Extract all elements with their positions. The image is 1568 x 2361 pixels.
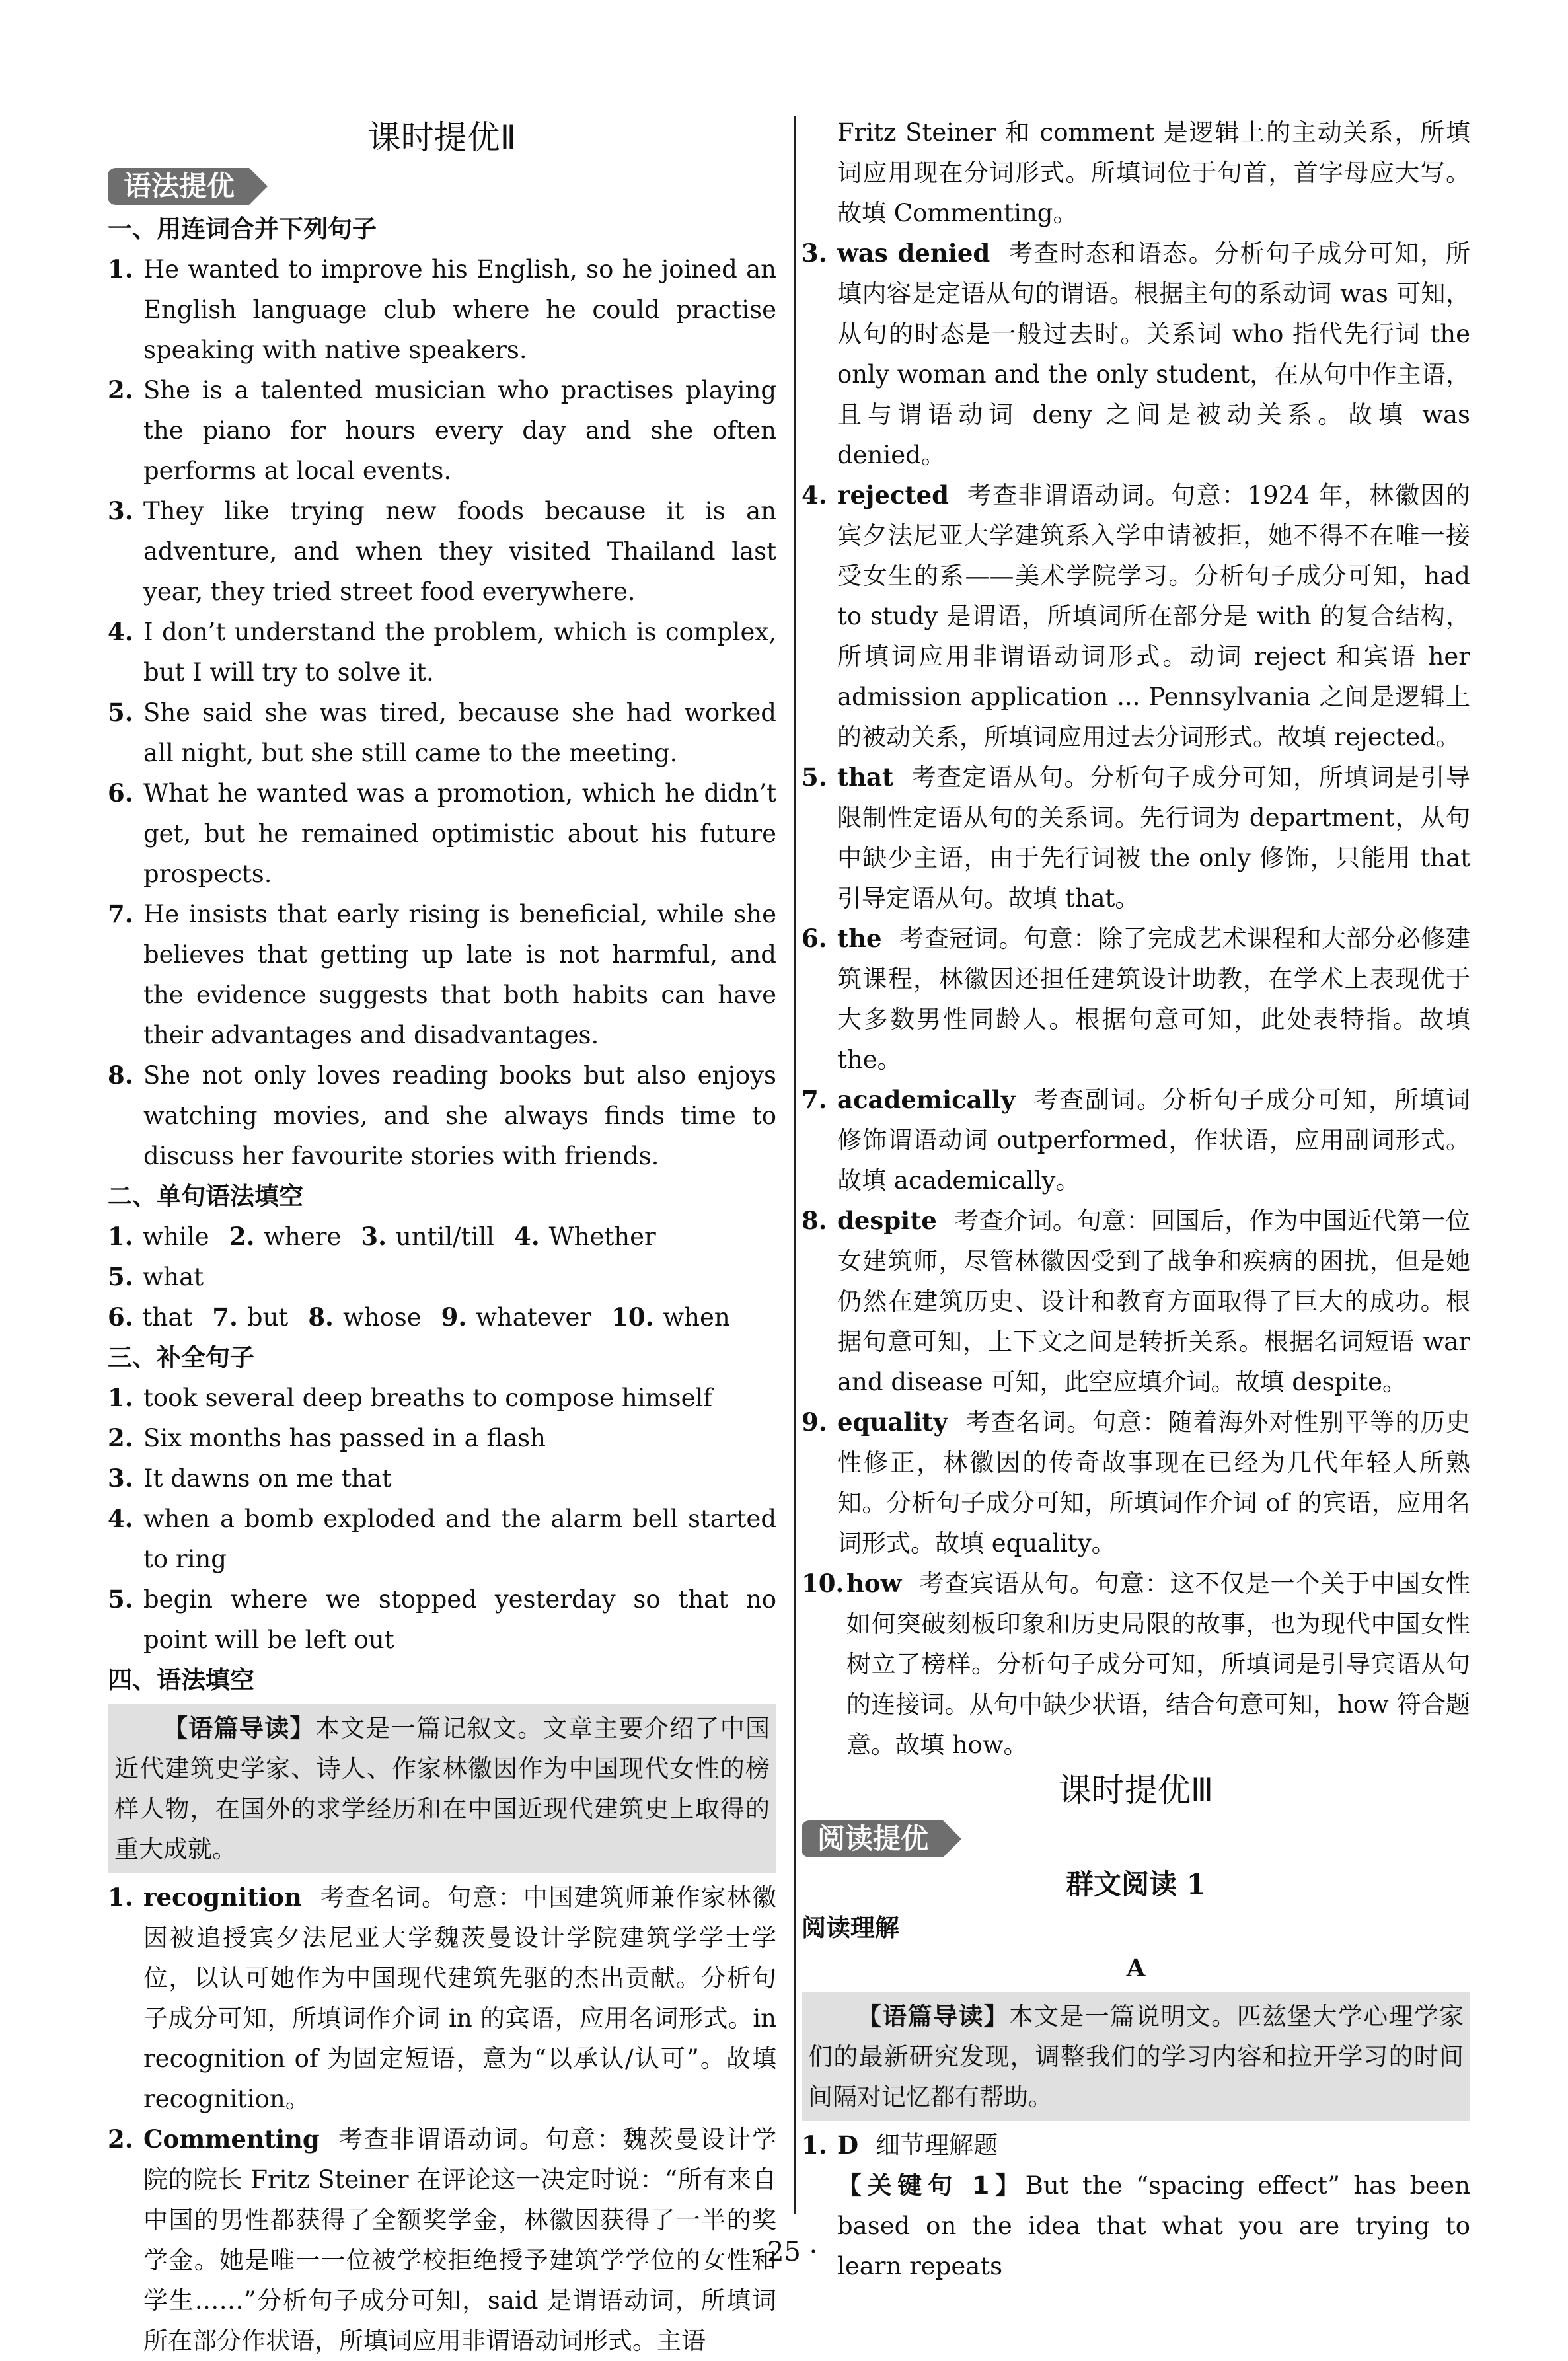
answer-keyword: Commenting (143, 2124, 320, 2154)
list-item (802, 475, 1470, 757)
answer (212, 1297, 288, 1337)
list-item (108, 370, 776, 491)
passage-guide-box (108, 1704, 776, 1873)
answer-text: that (142, 1303, 193, 1331)
item-text (143, 612, 776, 693)
explanation: 考查名词。句意：中国建筑师兼作家林徽因被追授宾夕法尼亚大学魏茨曼设计学院建筑学学士学位，以认可她作为中国现代建筑先驱的杰出贡献。分析句子成分可知，所填词作介词 in 的宾语，应用名词形式。in recognition of 为固定短语，意为“以承认/认可”。故填 recognition。 (143, 1883, 776, 2113)
item-text (837, 233, 1470, 475)
explanation: He insists that early rising is beneficial, while she believes that getting up late is not harmful, and the evidence suggests that both habits can have their advantages and disadvantages. (143, 900, 776, 1049)
explanation: 考查冠词。句意：除了完成艺术课程和大部分必修建筑课程，林徽因还担任建筑设计助教，在学术上表现优于大多数男性同龄人。根据句意可知，此处表特指。故填 the。 (837, 924, 1470, 1074)
guide-text: 本文是一篇说明文。匹兹堡大学心理学家们的最新研究发现，调整我们的学习内容和拉开学习的时间间隔对记忆都有帮助。 (808, 2002, 1464, 2111)
item-number: 1. (802, 2130, 827, 2159)
item-number: 5. (108, 698, 133, 727)
explanation: What he wanted was a promotion, which he didn’t get, but he remained optimistic about his future prospects. (143, 779, 776, 888)
item-text (143, 1458, 776, 1499)
answer (108, 1217, 209, 1257)
explanation: They like trying new foods because it is an adventure, and when they visited Thailand last year, they tried street food everywhere. (143, 497, 776, 606)
answer-text: where (264, 1222, 342, 1251)
list-item (802, 757, 1470, 918)
explanation: She is a talented musician who practises playing the piano for hours every day and she often performs at local events. (143, 376, 776, 485)
answer-keyword: recognition (143, 1883, 302, 1912)
answer (361, 1217, 494, 1257)
list-item (108, 1378, 776, 1418)
subsection-heading: 一、用连词合并下列句子 (108, 215, 377, 243)
explanation: She not only loves reading books but also enjoys watching movies, and she always finds time to discuss her favourite stories with friends. (143, 1061, 776, 1170)
explanation: 考查副词。分析句子成分可知，所填词修饰谓语动词 outperformed，作状语，应用副词形式。故填 academically。 (837, 1086, 1470, 1195)
item-number: 8. (802, 1206, 827, 1235)
item-text (143, 249, 776, 370)
list-item (108, 249, 776, 370)
list-item (108, 1499, 776, 1579)
list-item (802, 918, 1470, 1080)
list-item (802, 1563, 1470, 1765)
answer-keyword: how (846, 1569, 902, 1598)
item-number: 3. (802, 239, 827, 268)
item-text (143, 693, 776, 773)
item-number: 6. (802, 924, 827, 953)
answer-number: 10. (611, 1302, 654, 1331)
answer-number: 2. (229, 1222, 255, 1251)
item-number: 4. (108, 617, 133, 646)
answer-keyword: equality (837, 1407, 948, 1437)
item-text (837, 475, 1470, 757)
item-number: 6. (108, 778, 133, 807)
list-item (108, 612, 776, 693)
item-number: 7. (802, 1085, 827, 1114)
list-item (108, 1579, 776, 1660)
answer-row (108, 1297, 776, 1337)
item-number: 5. (802, 763, 827, 792)
answer-text: Whether (548, 1222, 656, 1251)
answer-keyword: that (837, 763, 894, 792)
subsection-heading: 四、语法填空 (108, 1666, 254, 1694)
item-number: 8. (108, 1061, 133, 1090)
passage-guide-box (802, 1992, 1470, 2121)
answer-number: 1. (108, 1222, 133, 1251)
item-text (837, 1201, 1470, 1402)
explanation: 考查时态和语态。分析句子成分可知，所填内容是定语从句的谓语。根据主句的系动词 was 可知，从句的时态是一般过去时。关系词 who 指代先行词 the only woman and the only student，在从句中作主语，且与谓语动词 deny 之间是被动关系。故填 was denied。 (837, 239, 1470, 469)
section-title: 课时提优Ⅱ (367, 118, 517, 157)
guide-text: 本文是一篇记叙文。文章主要介绍了中国近代建筑史学家、诗人、作家林徽因作为中国现代女性的榜样人物，在国外的求学经历和在中国近现代建筑史上取得的重大成就。 (114, 1714, 770, 1863)
explanation: begin where we stopped yesterday so that no point will be left out (143, 1585, 776, 1654)
answer (229, 1217, 342, 1257)
item-text (143, 1877, 776, 2119)
answer (108, 1257, 204, 1297)
page-number: · 25 · (750, 2237, 818, 2267)
banner-wrap (802, 1818, 1470, 1861)
answer (108, 1297, 192, 1337)
explanation: It dawns on me that (143, 1464, 392, 1493)
answer-number: 8. (308, 1302, 334, 1331)
list-item (802, 2125, 1470, 2165)
left-column (108, 112, 776, 2361)
item-number: 4. (108, 1504, 133, 1533)
item-number: 3. (108, 1464, 133, 1493)
section-banner: 语法提优 (108, 168, 249, 205)
item-text (846, 1563, 1470, 1765)
list-item (108, 693, 776, 773)
answer-row (108, 1217, 776, 1297)
explanation: Six months has passed in a flash (143, 1424, 546, 1452)
item-text (143, 894, 776, 1055)
reading-group-title: 群文阅读 1 (1066, 1868, 1206, 1900)
section-title: 课时提优Ⅲ (1058, 1771, 1214, 1809)
item-text (143, 1579, 776, 1660)
item-text (143, 1499, 776, 1579)
answer-text: but (246, 1303, 289, 1331)
list-item (108, 1458, 776, 1499)
answer-keyword: despite (837, 1206, 937, 1235)
answer-number: 6. (108, 1302, 133, 1331)
answer-text: when (663, 1303, 730, 1331)
explanation: 考查宾语从句。句意：这不仅是一个关于中国女性如何突破刻板印象和历史局限的故事，也为现代中国女性树立了榜样。分析句子成分可知，所填词是引导宾语从句的连接词。从句中缺少状语，结合句意可知，how 符合题意。故填 how。 (846, 1569, 1470, 1759)
explanation: 细节理解题 (876, 2131, 998, 2159)
item-number: 2. (108, 1423, 133, 1452)
item-text (837, 1402, 1470, 1563)
list-item (108, 1055, 776, 1176)
answer (514, 1217, 656, 1257)
item-text (837, 1080, 1470, 1201)
item-text (837, 2125, 1470, 2165)
answer-text: whatever (476, 1303, 592, 1331)
answer-number: 5. (108, 1262, 133, 1291)
subsection-heading: 三、补全句子 (108, 1343, 254, 1372)
answer-text: what (142, 1263, 204, 1291)
item-text (143, 1378, 776, 1418)
list-item (802, 1080, 1470, 1201)
answer-text: while (142, 1222, 209, 1251)
item-text (143, 1055, 776, 1176)
answer (611, 1297, 730, 1337)
item-number: 9. (802, 1407, 827, 1437)
answer-text: until/till (395, 1222, 495, 1251)
item-number: 1. (108, 1383, 133, 1412)
list-item (108, 1877, 776, 2119)
answer-keyword: D (837, 2130, 859, 2159)
section-banner: 阅读提优 (802, 1820, 943, 1857)
key-sentence (802, 2165, 1470, 2286)
guide-label: 【语篇导读】 (857, 2002, 1009, 2031)
list-item (802, 1402, 1470, 1563)
explanation: He wanted to improve his English, so he joined an English language club where he could practise speaking with native speakers. (143, 255, 776, 364)
explanation: She said she was tired, because she had worked all night, but she still came to the meeting. (143, 698, 776, 767)
explanation: I don’t understand the problem, which is complex, but I will try to solve it. (143, 618, 776, 687)
item-number: 5. (108, 1585, 133, 1614)
item-text (143, 773, 776, 894)
item-number: 1. (108, 254, 133, 283)
passage-label: A (1126, 1953, 1146, 1982)
key-sentence-text: But the “spacing effect” has been based on the idea that what you are trying to learn repeats (837, 2171, 1470, 2280)
item-text (837, 757, 1470, 918)
item-number: 2. (108, 2124, 133, 2154)
answer-number: 7. (212, 1302, 238, 1331)
explanation: when a bomb exploded and the alarm bell started to ring (143, 1505, 776, 1573)
item-text (143, 491, 776, 612)
explanation: 考查介词。句意：回国后，作为中国近代第一位女建筑师，尽管林徽因受到了战争和疾病的困扰，但是她仍然在建筑历史、设计和教育方面取得了巨大的成功。根据句意可知，上下文之间是转折关系。根据名词短语 war and disease 可知，此空应填介词。故填 despite。 (837, 1207, 1470, 1396)
item-text (143, 1418, 776, 1458)
explanation: took several deep breaths to compose himself (143, 1384, 713, 1412)
item-number: 1. (108, 1883, 133, 1912)
answer-keyword: academically (837, 1085, 1016, 1114)
continued-paragraph: Fritz Steiner 和 comment 是逻辑上的主动关系，所填词应用现在分词形式。所填词位于句首，首字母应大写。故填 Commenting。 (837, 118, 1470, 227)
item-text (837, 918, 1470, 1080)
banner-wrap (108, 165, 776, 209)
subsection-heading: 二、单句语法填空 (108, 1182, 303, 1211)
answer-keyword: rejected (837, 480, 949, 509)
explanation: 考查非谓语动词。句意：1924 年，林徽因的宾夕法尼亚大学建筑系入学申请被拒，她不得不在唯一接受女生的系——美术学院学习。分析句子成分可知，had to study 是谓语，所填词所在部分是 with 的复合结构，所填词应用非谓语动词形式。动词 reject 和宾语 her admission application ... Pennsylvania 之间是逻辑上的被动关系，所填词应用过去分词形式。故填 rejected。 (837, 481, 1470, 751)
item-number: 3. (108, 496, 133, 525)
explanation: 考查非谓语动词。句意：魏茨曼设计学院的院长 Fritz Steiner 在评论这一决定时说：“所有来自中国的男性都获得了全额奖学金，林徽因获得了一半的奖学金。她是唯一一位被学校拒绝授予建筑学学位的女性和学生……”分析句子成分可知，said 是谓语动词，所填词所在部分作状语，所填词应用非谓语动词形式。主语 (143, 2125, 776, 2355)
explanation: 考查名词。句意：随着海外对性别平等的历史性修正，林徽因的传奇故事现在已经为几代年轻人所熟知。分析句子成分可知，所填词作介词 of 的宾语，应用名词形式。故填 equality。 (837, 1408, 1470, 1557)
item-number: 4. (802, 480, 827, 509)
subsection-heading: 阅读理解 (802, 1914, 899, 1942)
answer (308, 1297, 421, 1337)
answer-number: 4. (514, 1222, 540, 1251)
list-item (108, 1418, 776, 1458)
list-item (802, 233, 1470, 475)
answer-keyword: was denied (837, 239, 990, 268)
explanation: 考查定语从句。分析句子成分可知，所填词是引导限制性定语从句的关系词。先行词为 department，从句中缺少主语，由于先行词被 the only 修饰，只能用 that 引导定语从句。故填 that。 (837, 763, 1470, 913)
list-item (108, 491, 776, 612)
column-divider (794, 116, 796, 2214)
list-item (108, 894, 776, 1055)
answer-number: 3. (361, 1222, 387, 1251)
list-item (802, 1201, 1470, 1402)
list-item (108, 773, 776, 894)
right-column (802, 112, 1470, 2286)
item-number: 10. (802, 1569, 844, 1598)
answer (441, 1297, 591, 1337)
item-text (143, 370, 776, 491)
answer-text: whose (342, 1303, 422, 1331)
item-number: 2. (108, 375, 133, 404)
answer-number: 9. (441, 1302, 467, 1331)
key-sentence-label: 【关键句 1】 (837, 2171, 1026, 2200)
item-number: 7. (108, 899, 133, 928)
answer-keyword: the (837, 924, 882, 953)
guide-label: 【语篇导读】 (163, 1714, 315, 1743)
